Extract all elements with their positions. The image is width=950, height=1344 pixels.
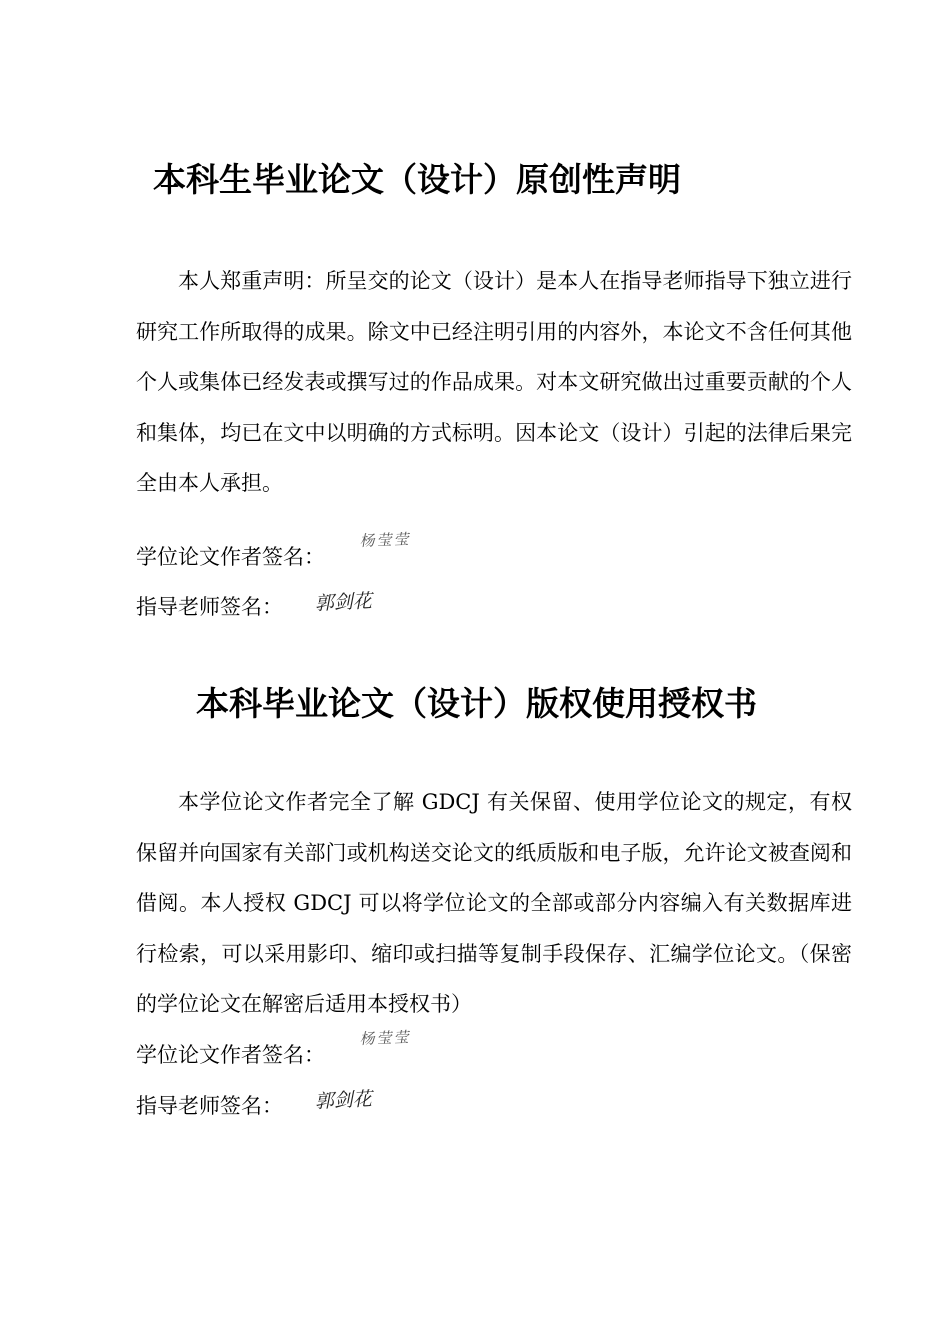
advisor-handwritten-signature: 郭剑花: [314, 589, 376, 615]
author-signature-label: 学位论文作者签名：: [136, 1043, 325, 1067]
advisor-handwritten-signature: 郭剑花: [314, 1087, 376, 1113]
advisor-signature-label: 指导老师签名：: [136, 595, 283, 619]
copyright-authorization-title: 本科毕业论文（设计）版权使用授权书: [196, 684, 757, 723]
originality-statement-title: 本科生毕业论文（设计）原创性声明: [153, 160, 681, 199]
copyright-authorization-body: 本学位论文作者完全了解 GDCJ 有关保留、使用学位论文的规定，有权保留并向国家有关部门或机构送交论文的纸质版和电子版，允许论文被查阅和借阅。本人授权 GDCJ 可以将学位论文的全部或部分内容编入有关数据库进行检索，可以采用影印、缩印或扫描等复制手段保存、汇编学位论文。（保密的学位论文在解密后适用本授权书）: [136, 790, 852, 1016]
author-handwritten-signature: 杨莹莹: [359, 1028, 414, 1048]
originality-statement-body: 本人郑重声明：所呈交的论文（设计）是本人在指导老师指导下独立进行研究工作所取得的成果。除文中已经注明引用的内容外，本论文不含任何其他个人或集体已经发表或撰写过的作品成果。对本文研究做出过重要贡献的个人和集体，均已在文中以明确的方式标明。因本论文（设计）引起的法律后果完全由本人承担。: [136, 269, 852, 495]
author-signature-label: 学位论文作者签名：: [136, 545, 325, 569]
author-handwritten-signature: 杨莹莹: [359, 530, 414, 550]
advisor-signature-label: 指导老师签名：: [136, 1094, 283, 1118]
